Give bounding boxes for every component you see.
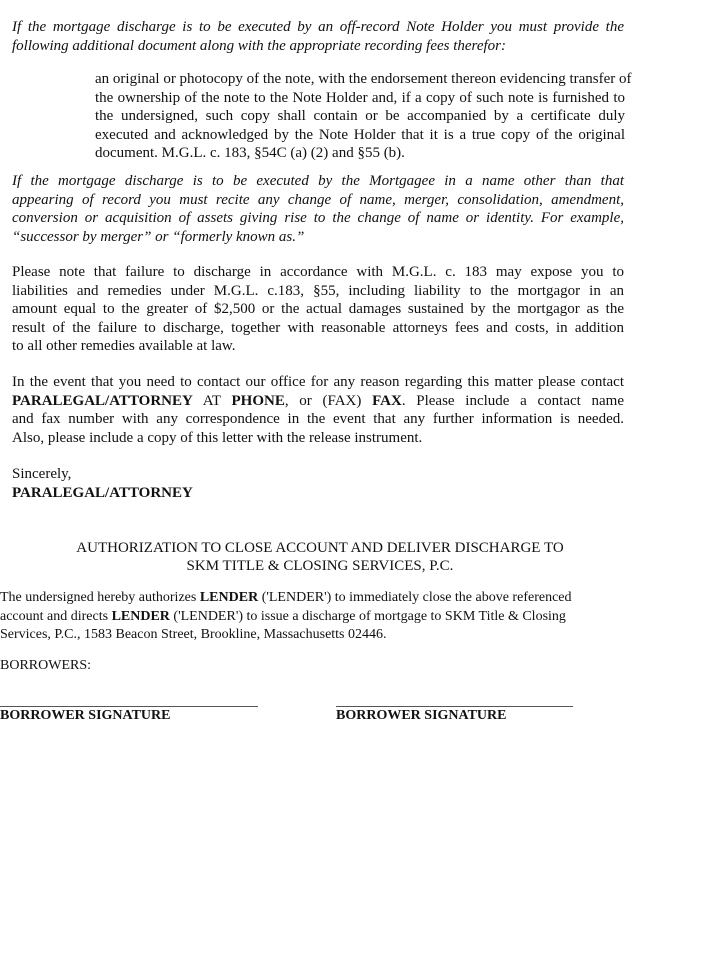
signer-title (12, 484, 312, 503)
text-line: document. M.G.L. c. 183, §54C (a) (2) and §55 (b). (95, 145, 405, 161)
lender-name: LENDER (111, 608, 170, 624)
closing-block (12, 465, 312, 502)
contact-name: PARALEGAL/ATTORNEY (12, 392, 193, 409)
text-line: conversion or acquisition of assets giving rise to the change of name or identity. For example, (12, 210, 624, 226)
authorization-paragraph (0, 589, 610, 645)
borrower-signature-label-1: BORROWER SIGNATURE (0, 708, 171, 723)
borrower-signature-line-1 (0, 706, 258, 707)
name-change-paragraph (12, 172, 624, 246)
text-line: In the event that you need to contact our office for any reason regarding this matter please contact (12, 374, 624, 390)
text-line: Please note that failure to discharge in accordance with M.G.L. c. 183 may expose you to (12, 264, 624, 280)
contact-paragraph (12, 373, 624, 447)
text-run: ('LENDER') to immediately close the above referenced (258, 590, 572, 605)
text-line (0, 589, 610, 608)
text-line: result of the failure to discharge, together with reasonable attorneys fees and costs, in addition (12, 319, 624, 336)
borrower-signature-label-2: BORROWER SIGNATURE (336, 708, 507, 723)
borrower-signature-line-2 (336, 706, 573, 707)
text-line: appearing of record you must recite any change of name, merger, consolidation, amendment, (12, 191, 624, 208)
sincerely-text: Sincerely, (12, 466, 72, 482)
text-line: liabilities and remedies under M.G.L. c.183, §55, including liability to the mortgagor in an (12, 282, 624, 299)
text-line: and fax number with any correspondence in the event that any further information is needed. (12, 411, 624, 427)
text-line: amount equal to the greater of $2,500 or the actual damages sustained by the mortgagor as the (12, 301, 624, 317)
text-run: account and directs (0, 608, 112, 624)
text-line: “successor by merger” or “formerly known as.” (12, 228, 305, 245)
fax-placeholder: FAX (372, 392, 402, 409)
text-line: Also, please include a copy of this letter with the release instrument. (12, 429, 423, 446)
authorization-subtitle: SKM TITLE & CLOSING SERVICES, P.C. (186, 558, 454, 574)
borrowers-label: BORROWERS: (0, 658, 92, 673)
text-run: The undersigned hereby authorizes (0, 590, 200, 605)
text-line: following additional document along with the appropriate recording fees therefor: (12, 37, 506, 54)
text-line: executed and acknowledged by the Note Holder that it is a true copy of the original (95, 126, 625, 143)
off-record-note-holder-paragraph (12, 18, 624, 55)
lender-name: LENDER (199, 590, 259, 605)
text-run: , or (FAX) (284, 392, 373, 409)
text-line (0, 608, 610, 627)
text-line: the undersigned, such copy shall contain or be accompanied by a certificate duly (95, 108, 625, 124)
note-requirement-paragraph (95, 70, 632, 163)
text-line: If the mortgage discharge is to be executed by the Mortgagee in a name other than that (12, 173, 624, 189)
text-line: an original or photocopy of the note, with the endorsement thereon evidencing transfer of (95, 71, 632, 87)
phone-placeholder: PHONE (231, 392, 285, 409)
liability-notice-paragraph (12, 263, 624, 356)
signer-name: PARALEGAL/ATTORNEY (12, 484, 193, 501)
text-line (12, 392, 624, 411)
text-line: the ownership of the note to the Note Holder and, if a copy of such note is furnished to (95, 89, 625, 106)
text-run: AT (192, 392, 232, 409)
text-run: . Please include a contact name (401, 392, 624, 409)
authorization-title: AUTHORIZATION TO CLOSE ACCOUNT AND DELIVER DISCHARGE TO (76, 540, 564, 556)
text-line: Services, P.C., 1583 Beacon Street, Brookline, Massachusetts 02446. (0, 627, 387, 642)
text-run: ('LENDER') to issue a discharge of mortgage to SKM Title & Closing (169, 608, 566, 624)
text-line: If the mortgage discharge is to be executed by an off-record Note Holder you must provide the (12, 19, 624, 35)
text-line: to all other remedies available at law. (12, 338, 236, 354)
